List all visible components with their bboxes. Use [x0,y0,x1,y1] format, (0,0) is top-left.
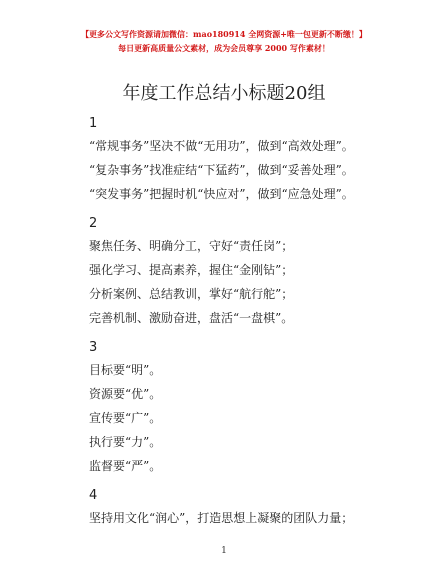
body-line: 目标要“明”。 [89,363,162,377]
body-line: 分析案例、总结教训，掌好“航行舵”； [89,287,294,301]
section-4 [89,486,429,530]
body-line: 宣传要“广”。 [89,411,162,425]
body-line: 完善机制、激励奋进，盘活“一盘棋”。 [89,311,294,325]
body-line: “常规事务”坚决不做“无用功”，做到“高效处理”。 [89,139,354,153]
section-2 [89,214,429,330]
section-3 [89,338,429,478]
body-line: 执行要“力”。 [89,435,162,449]
body-line: “复杂事务”找准症结“下猛药”，做到“妥善处理”。 [89,163,354,177]
section-number: 3 [89,340,98,355]
promo-banner [0,27,448,55]
promo-banner-line-2: 每日更新高质量公文素材，成为会员尊享 2000 写作素材！ [118,43,330,53]
section-number: 1 [89,116,98,131]
section-number: 4 [89,488,98,503]
section-1 [89,114,429,206]
page-number: 1 [221,546,227,556]
body-line: 强化学习、提高素养，握住“金刚钻”； [89,263,294,277]
body-line: 资源要“优”。 [89,387,162,401]
body-line: 监督要“严”。 [89,459,162,473]
section-number: 2 [89,216,98,231]
body-line: 坚持用文化“润心”，打造思想上凝聚的团队力量； [89,511,354,525]
body-line: “突发事务”把握时机“快应对”，做到“应急处理”。 [89,187,354,201]
document-body [89,112,429,530]
document-title: 年度工作总结小标题20组 [122,83,326,104]
promo-banner-line-1: 【更多公文写作资源请加微信：mao180914 全网资源+唯一包更新不断缴！】 [81,29,367,39]
body-line: 聚焦任务、明确分工，守好“责任岗”； [89,239,294,253]
